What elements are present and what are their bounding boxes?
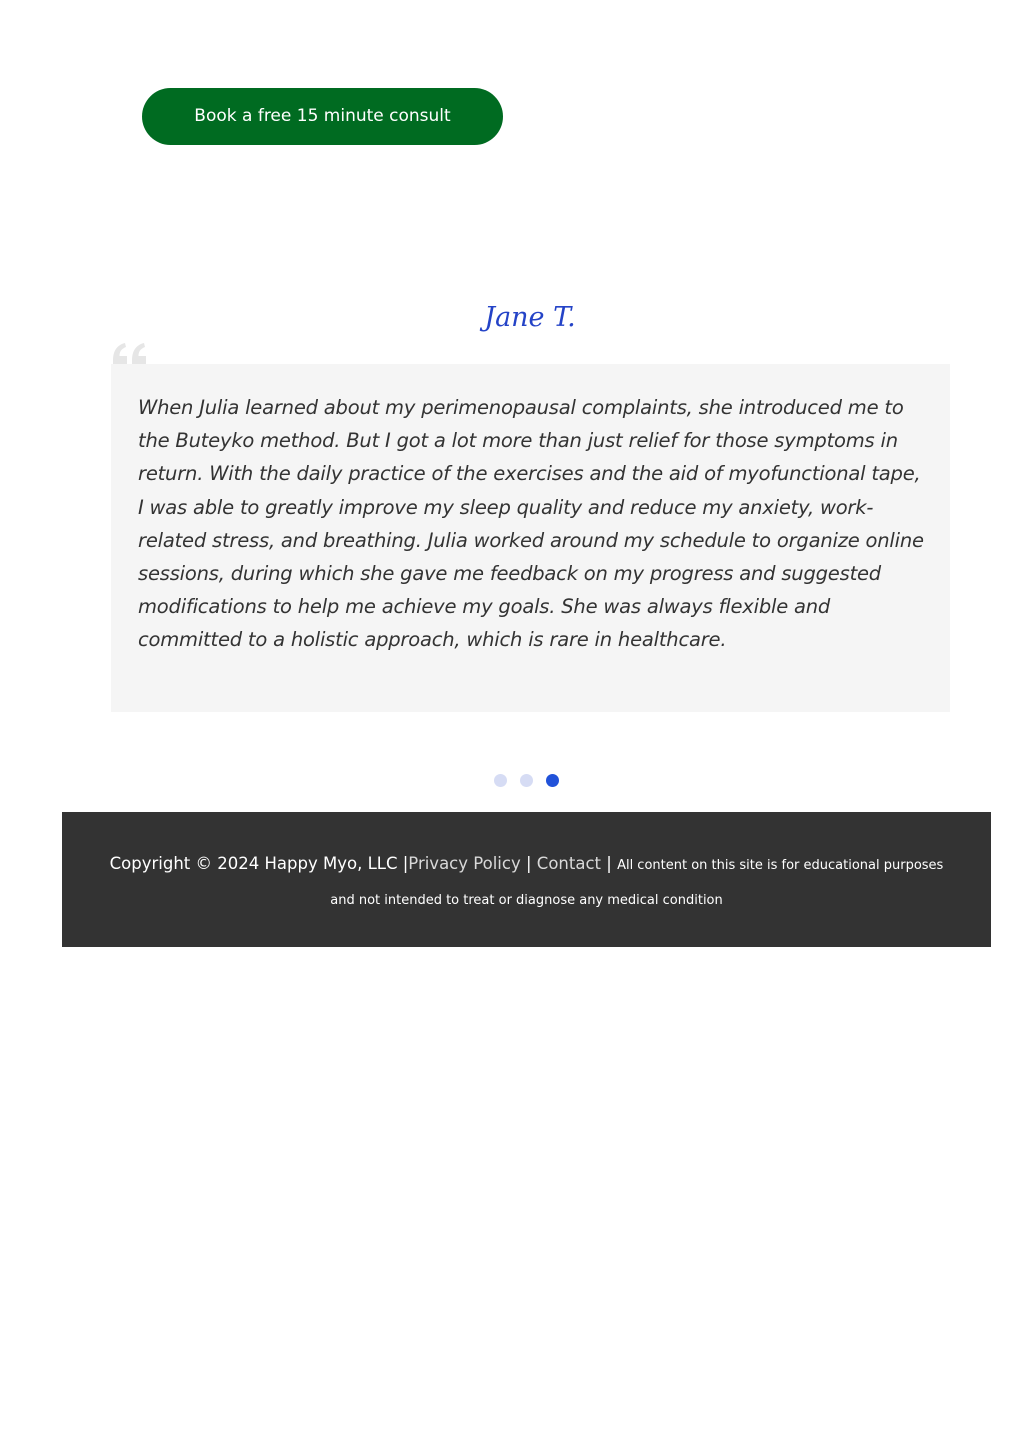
site-footer xyxy=(62,812,991,947)
copyright-text: Copyright © 2024 Happy Myo, LLC | xyxy=(109,854,409,873)
slider-dot-3-active[interactable] xyxy=(546,774,559,787)
slider-dot-2[interactable] xyxy=(520,774,533,787)
footer-separator: | xyxy=(520,854,537,873)
privacy-policy-link[interactable]: Privacy Policy xyxy=(408,854,521,873)
slider-dots xyxy=(494,774,559,787)
contact-link[interactable]: Contact xyxy=(536,854,601,873)
testimonial-quote: When Julia learned about my perimenopausal complaints, she introduced me to the Buteyko method. But I got a lot more than just relief for those symptoms in return. With the daily practice of the exercises and the aid of myofunctional tape, I was able to greatly improve my sleep quality and reduce my anxiety, work-related stress, and breathing. Julia worked around my schedule to organize online sessions, during which she gave me feedback on my progress and suggested modifications to help me achieve my goals. She was always flexible and committed to a holistic approach, which is rare in healthcare. xyxy=(138,396,924,652)
book-consult-button[interactable]: Book a free 15 minute consult xyxy=(142,88,503,145)
disclaimer-text: All content on this site is for educational purposes and not intended to treat or diagnose any medical condition xyxy=(330,858,944,908)
testimonial-card xyxy=(111,364,950,712)
footer-text xyxy=(102,847,951,917)
testimonial-author: Jane T. xyxy=(484,302,576,333)
footer-separator-2: | xyxy=(601,854,618,873)
slider-dot-1[interactable] xyxy=(494,774,507,787)
